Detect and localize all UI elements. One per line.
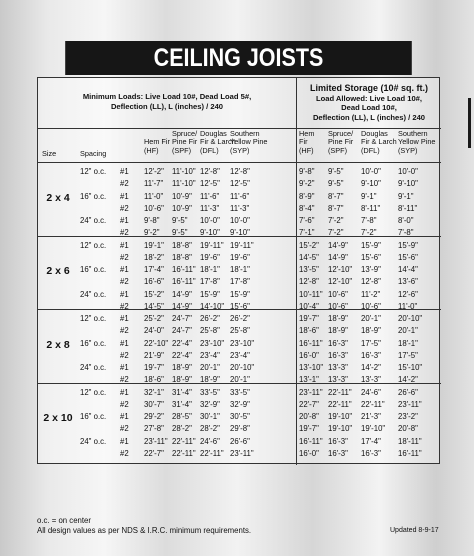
span-value: 22'-11" [328, 399, 352, 409]
span-value: 24'-6" [200, 436, 220, 446]
span-value: 19'-11" [200, 240, 224, 250]
span-value: 19'-6" [230, 252, 250, 262]
grade-label: #1 [120, 314, 129, 323]
span-value: 9'-10" [200, 228, 220, 237]
lumber-size: 2 x 6 [46, 265, 70, 278]
span-value: 10'-0" [230, 216, 250, 225]
grade-label: #2 [120, 399, 129, 409]
span-value: 18'-9" [172, 363, 192, 372]
span-value: 18'-9" [200, 375, 220, 384]
span-value: 20'-1" [361, 314, 381, 323]
span-value: 15'-9" [398, 240, 418, 250]
span-value: 32'-9" [200, 399, 220, 409]
ceiling-joist-table [37, 77, 440, 464]
span-value: 24'-6" [361, 387, 381, 397]
species-header-line: Hem [299, 129, 315, 138]
span-value: 18'-11" [398, 436, 422, 446]
span-value: 31'-4" [172, 399, 192, 409]
span-value: 14'-9" [328, 240, 348, 250]
span-value: 9'-10" [398, 179, 418, 188]
span-value: 11'-10" [172, 179, 196, 188]
species-header-line: (SPF) [172, 145, 192, 155]
span-value: 23'-4" [230, 350, 250, 360]
spacing-label: 12" o.c. [80, 240, 107, 250]
span-value: 12'-8" [230, 167, 250, 176]
span-value: 19'-10" [328, 412, 353, 421]
span-value: 14'-5" [144, 301, 164, 311]
spacing-label: 16" o.c. [80, 191, 107, 201]
span-value: 12'-2" [144, 167, 164, 176]
span-value: 11'-10" [172, 167, 196, 176]
span-value: 14'-10" [200, 301, 225, 311]
span-value: 10'-0" [398, 167, 418, 176]
span-value: 16'-3" [328, 350, 348, 360]
span-value: 16'-11" [398, 448, 422, 458]
span-value: 16'-3" [328, 436, 348, 446]
span-value: 17'-5" [361, 338, 381, 348]
limited-storage-header [296, 78, 441, 128]
span-value: 10'-9" [172, 191, 192, 201]
grade-label: #1 [120, 167, 129, 176]
spacing-label: 12" o.c. [80, 314, 107, 323]
span-value: 7'-2" [328, 228, 344, 237]
span-value: 18'-2" [144, 252, 164, 262]
span-value: 8'-11" [361, 203, 381, 213]
span-value: 12'-6" [398, 289, 418, 299]
span-value: 22'-11" [200, 448, 224, 458]
span-value: 9'-2" [299, 179, 315, 188]
span-value: 10'-6" [361, 301, 381, 311]
span-value: 22'-10" [144, 338, 169, 348]
species-column-header [398, 130, 435, 155]
span-value: 16'-0" [299, 350, 319, 360]
span-value: 9'-5" [172, 216, 188, 225]
edge-rule [468, 98, 471, 148]
span-value: 22'-4" [172, 350, 192, 360]
span-value: 9'-2" [144, 228, 160, 237]
span-value: 27'-8" [144, 424, 164, 433]
span-value: 19'-7" [299, 314, 319, 323]
grade-label: #2 [120, 375, 129, 384]
span-value: 19'-1" [144, 240, 164, 250]
span-value: 19'-10" [361, 424, 386, 433]
span-value: 11'-3" [230, 203, 250, 213]
span-value: 20'-8" [398, 424, 418, 433]
span-value: 18'-6" [299, 326, 319, 335]
span-value: 30'-5" [230, 412, 250, 421]
span-value: 19'-10" [328, 424, 353, 433]
span-value: 16'-6" [144, 277, 164, 286]
span-value: 23'-11" [230, 448, 254, 458]
grade-label: #1 [120, 289, 129, 299]
span-value: 22'-7" [299, 399, 319, 409]
span-value: 12'-5" [230, 179, 250, 188]
species-header-line: Spruce/ [328, 129, 354, 138]
span-value: 16'-3" [328, 338, 348, 348]
species-header-line: Fir & Larch [200, 137, 236, 147]
span-value: 13'-3" [328, 363, 348, 372]
span-value: 18'-9" [172, 375, 192, 384]
span-value: 18'-8" [172, 240, 192, 250]
span-value: 17'-4" [144, 265, 164, 274]
span-value: 8'-4" [299, 203, 315, 213]
span-value: 15'-9" [200, 289, 220, 299]
span-value: 8'-7" [328, 191, 344, 201]
loads-line-1: Minimum Loads: Live Load 10#, Dead Load 5#, [82, 92, 252, 101]
spacing-label: 12" o.c. [80, 167, 107, 176]
span-value: 11'-0" [398, 301, 418, 311]
grade-label: #1 [120, 265, 129, 274]
span-value: 18'-1" [230, 265, 250, 274]
span-value: 9'-8" [299, 167, 315, 176]
span-value: 8'-7" [328, 203, 344, 213]
span-value: 7'-6" [299, 216, 315, 225]
span-value: 20'-8" [299, 412, 319, 421]
span-value: 9'-8" [144, 216, 160, 225]
span-value: 15'-2" [144, 289, 164, 299]
species-column-header [144, 138, 170, 155]
span-value: 11'-6" [200, 191, 220, 201]
span-value: 9'-5" [172, 228, 188, 237]
span-value: 23'-11" [144, 436, 168, 446]
span-value: 15'-2" [299, 240, 319, 250]
species-header-line: Spruce/ [172, 129, 198, 138]
limited-line-2: Dead Load 10#, [341, 103, 397, 113]
span-value: 16'-11" [299, 338, 323, 348]
span-value: 25'-2" [144, 314, 164, 323]
span-value: 9'-5" [328, 179, 344, 188]
span-value: 7'-1" [299, 228, 315, 237]
span-value: 7'-8" [361, 216, 377, 225]
group-rule [38, 383, 441, 384]
span-value: 10'-6" [328, 301, 348, 311]
lumber-size: 2 x 4 [46, 191, 70, 204]
span-value: 14'-2" [398, 375, 418, 384]
loads-line-2: Deflection (LL), L (inches) / 240 [110, 101, 224, 111]
span-value: 19'-6" [200, 252, 220, 262]
span-value: 14'-9" [172, 289, 192, 299]
grade-label: #1 [120, 412, 129, 421]
span-value: 13'-5" [299, 265, 319, 274]
species-header-line: (SPF) [328, 145, 348, 155]
span-value: 22'-4" [172, 338, 192, 348]
span-value: 11'-3" [200, 203, 220, 213]
span-value: 9'-10" [230, 228, 250, 237]
span-value: 33'-5" [230, 387, 250, 397]
span-value: 10'-0" [200, 216, 220, 225]
species-column-header [172, 130, 197, 155]
span-value: 22'-11" [361, 399, 385, 409]
grade-label: #1 [120, 436, 129, 446]
span-value: 17'-8" [200, 277, 220, 286]
span-value: 13'-9" [361, 265, 381, 274]
span-value: 9'-1" [361, 191, 377, 201]
span-value: 14'-5" [299, 252, 319, 262]
span-value: 16'-11" [172, 277, 196, 286]
span-value: 26'-6" [398, 387, 418, 397]
lumber-size: 2 x 10 [43, 412, 73, 425]
span-value: 33'-5" [200, 387, 220, 397]
species-header-line: Southern [230, 129, 260, 138]
limited-storage-title: Limited Storage (10# sq. ft.) [309, 83, 429, 93]
span-value: 25'-8" [200, 326, 220, 335]
span-value: 20'-1" [230, 375, 250, 384]
span-value: 7'-2" [361, 228, 377, 237]
species-header-line: Pine Fir [328, 137, 354, 147]
span-value: 9'-1" [398, 191, 414, 201]
updated-date: Updated 8-9-17 [390, 527, 439, 534]
span-value: 18'-9" [361, 326, 381, 335]
span-value: 23'-2" [398, 412, 418, 421]
grade-label: #2 [120, 203, 129, 213]
species-header-line: (DFL) [361, 145, 380, 155]
span-value: 22'-11" [172, 448, 196, 458]
grade-label: #2 [120, 301, 129, 311]
grade-label: #2 [120, 448, 129, 458]
span-value: 8'-11" [398, 203, 418, 213]
span-value: 30'-7" [144, 399, 164, 409]
span-value: 16'-3" [328, 448, 348, 458]
span-value: 14'-9" [172, 301, 192, 311]
span-value: 11'-2" [361, 289, 381, 299]
span-value: 10'-0" [361, 167, 381, 176]
footnote-on-center: o.c. = on center [37, 516, 91, 525]
span-value: 26'-2" [200, 314, 220, 323]
span-value: 18'-1" [398, 338, 418, 348]
span-value: 13'-3" [328, 375, 348, 384]
span-value: 22'-11" [172, 436, 196, 446]
footnote-design-values: All design values as per NDS & I.R.C. minimum requirements. [37, 526, 252, 535]
span-value: 30'-1" [200, 412, 220, 421]
span-value: 21'-9" [144, 350, 164, 360]
spacing-label: 12" o.c. [80, 387, 107, 397]
species-column-header [361, 130, 397, 155]
span-value: 16'-0" [299, 448, 319, 458]
species-header-line: Fir [299, 137, 308, 147]
span-value: 23'-10" [200, 338, 225, 348]
span-value: 16'-11" [172, 265, 196, 274]
span-value: 28'-5" [172, 412, 192, 421]
span-value: 18'-9" [328, 326, 348, 335]
span-value: 12'-8" [200, 167, 220, 176]
group-rule [38, 236, 441, 237]
species-header-line: Douglas [361, 129, 388, 138]
span-value: 14'-9" [328, 252, 348, 262]
span-value: 13'-3" [361, 375, 381, 384]
span-value: 15'-6" [398, 252, 418, 262]
header-rule [38, 128, 441, 129]
size-column-header: Size [42, 149, 57, 158]
span-value: 13'-6" [398, 277, 418, 286]
span-value: 18'-6" [144, 375, 164, 384]
span-value: 10'-4" [299, 301, 319, 311]
species-column-header [230, 130, 267, 155]
span-value: 31'-4" [172, 387, 192, 397]
spacing-label: 24" o.c. [80, 289, 107, 299]
span-value: 7'-8" [398, 228, 414, 237]
span-value: 25'-8" [230, 326, 250, 335]
span-value: 32'-9" [230, 399, 250, 409]
grade-label: #1 [120, 240, 129, 250]
span-value: 15'-6" [361, 252, 381, 262]
span-value: 19'-7" [144, 363, 164, 372]
section-divider [296, 78, 297, 465]
span-value: 10'-6" [328, 289, 348, 299]
span-value: 10'-6" [144, 203, 164, 213]
spacing-label: 16" o.c. [80, 412, 107, 421]
span-value: 16'-3" [361, 448, 381, 458]
span-value: 12'-5" [200, 179, 220, 188]
span-value: 18'-1" [200, 265, 220, 274]
header-rule [38, 162, 441, 163]
span-value: 14'-2" [361, 363, 381, 372]
limited-line-1: Load Allowed: Live Load 10#, [315, 94, 423, 103]
spacing-label: 16" o.c. [80, 265, 107, 274]
species-header-line: (HF) [299, 145, 314, 155]
span-value: 15'-6" [230, 301, 250, 311]
span-value: 24'-7" [172, 326, 192, 335]
page-title: CEILING JOISTS [65, 41, 412, 75]
grade-label: #2 [120, 326, 129, 335]
species-header-line: (SYP) [230, 145, 250, 155]
span-value: 21'-3" [361, 412, 381, 421]
span-value: 29'-2" [144, 412, 164, 421]
grade-label: #2 [120, 350, 129, 360]
span-value: 10'-11" [299, 289, 323, 299]
span-value: 23'-11" [398, 399, 422, 409]
span-value: 11'-6" [230, 191, 250, 201]
limited-line-3: Deflection (LL), L (inches) / 240 [312, 112, 426, 122]
span-value: 8'-9" [299, 191, 315, 201]
spacing-label: 24" o.c. [80, 363, 107, 372]
species-header-line: (SYP) [398, 145, 418, 155]
span-value: 19'-7" [299, 424, 319, 433]
species-header-line: Yellow Pine [398, 137, 436, 147]
species-column-header [328, 130, 353, 155]
spacing-label: 16" o.c. [80, 338, 107, 348]
span-value: 17'-8" [230, 277, 250, 286]
grade-label: #1 [120, 216, 129, 225]
species-header-line: (DFL) [200, 145, 219, 155]
span-value: 26'-2" [230, 314, 250, 323]
span-value: 28'-2" [200, 424, 220, 433]
grade-label: #1 [120, 338, 129, 348]
span-value: 8'-0" [398, 216, 414, 225]
group-rule [38, 309, 441, 310]
span-value: 9'-10" [361, 179, 381, 188]
span-value: 26'-6" [230, 436, 250, 446]
species-header-line: Fir & Larch [361, 137, 397, 147]
span-value: 13'-1" [299, 375, 319, 384]
span-value: 20'-10" [230, 363, 255, 372]
span-value: 28'-2" [172, 424, 192, 433]
species-header-line: Yellow Pine [230, 137, 268, 147]
span-value: 24'-7" [172, 314, 192, 323]
span-value: 9'-5" [328, 167, 344, 176]
grade-label: #2 [120, 228, 129, 237]
span-value: 20'-1" [200, 363, 220, 372]
span-value: 15'-9" [361, 240, 381, 250]
span-value: 12'-8" [299, 277, 319, 286]
span-value: 18'-8" [172, 252, 192, 262]
span-value: 11'-7" [144, 179, 164, 188]
species-header-line: Hem Fir [144, 137, 170, 147]
spacing-label: 24" o.c. [80, 436, 107, 446]
span-value: 15'-9" [230, 289, 250, 299]
species-header-line: Southern [398, 129, 428, 138]
span-value: 17'-4" [361, 436, 381, 446]
grade-label: #2 [120, 252, 129, 262]
grade-label: #2 [120, 179, 129, 188]
span-value: 20'-1" [398, 326, 418, 335]
span-value: 16'-3" [361, 350, 381, 360]
span-value: 23'-4" [200, 350, 220, 360]
span-value: 18'-9" [328, 314, 348, 323]
span-value: 16'-11" [299, 436, 323, 446]
species-header-line: Douglas [200, 129, 227, 138]
spacing-label: 24" o.c. [80, 216, 107, 225]
span-value: 19'-11" [230, 240, 254, 250]
grade-label: #2 [120, 277, 129, 286]
lumber-size: 2 x 8 [46, 338, 70, 351]
grade-label: #1 [120, 387, 129, 397]
species-header-line: (HF) [144, 145, 159, 155]
span-value: 32'-1" [144, 387, 164, 397]
span-value: 20'-10" [398, 314, 423, 323]
span-value: 12'-8" [361, 277, 381, 286]
species-column-header [299, 130, 314, 155]
span-value: 10'-9" [172, 203, 192, 213]
span-value: 17'-5" [398, 350, 418, 360]
span-value: 23'-11" [299, 387, 323, 397]
span-value: 29'-8" [230, 424, 250, 433]
span-value: 12'-10" [328, 265, 353, 274]
grade-label: #1 [120, 191, 129, 201]
span-value: 13'-10" [299, 363, 324, 372]
grade-label: #2 [120, 424, 129, 433]
span-value: 12'-10" [328, 277, 353, 286]
spacing-column-header: Spacing [80, 149, 107, 158]
span-value: 7'-2" [328, 216, 344, 225]
grade-label: #1 [120, 363, 129, 372]
span-value: 11'-0" [144, 191, 164, 201]
minimum-loads-header [38, 78, 296, 128]
span-value: 14'-4" [398, 265, 418, 274]
species-header-line: Pine Fir [172, 137, 198, 147]
span-value: 22'-7" [144, 448, 164, 458]
span-value: 23'-10" [230, 338, 255, 348]
span-value: 15'-10" [398, 363, 423, 372]
span-value: 24'-0" [144, 326, 164, 335]
span-value: 22'-11" [328, 387, 352, 397]
